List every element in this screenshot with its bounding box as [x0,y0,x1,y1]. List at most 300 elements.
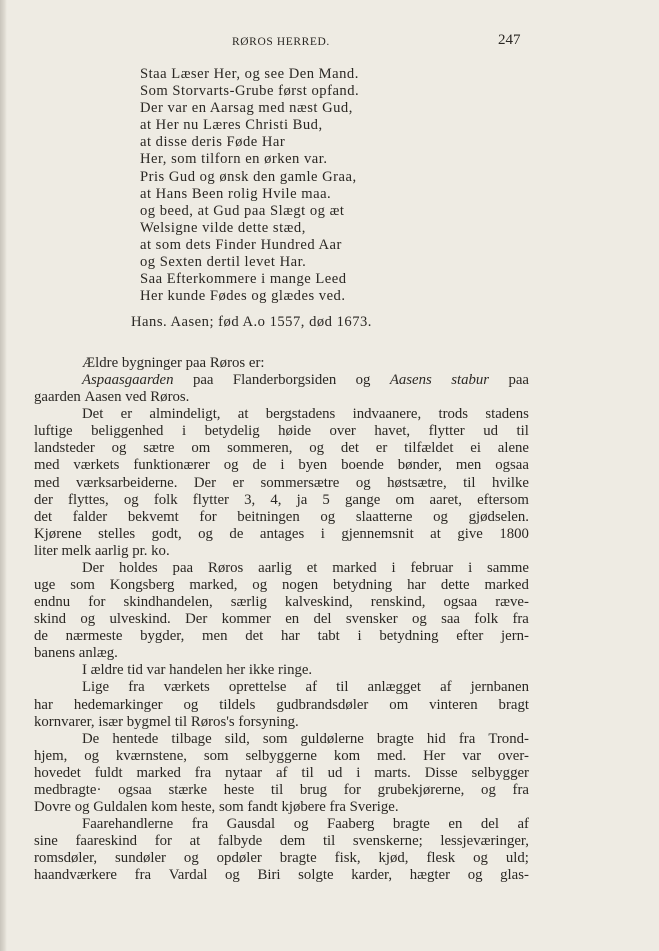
word: det [34,508,53,525]
word: Trond- [488,730,529,747]
text-line [34,833,529,850]
word: og [467,867,483,884]
text-line [34,594,529,611]
word: vinteren [429,696,478,713]
word: 4, [270,491,282,508]
word: Lige [82,679,110,696]
word: falbyde [217,833,263,850]
word: almindeligt, [149,406,221,423]
word: er: [248,355,265,371]
word: betydning [333,577,393,594]
word: værksarbeiderne. [75,474,178,491]
word: paa [508,372,529,389]
text-line [34,679,529,696]
word: kjød, [378,850,409,867]
word: tabt [317,628,340,645]
word: Disse [424,764,458,781]
word: aaret, [429,491,462,508]
word: fandt [247,799,282,816]
word: og [411,611,427,628]
word: her [226,662,249,679]
word: Kongsberg [109,577,175,594]
body-text [34,355,529,884]
word: landsteder [34,440,95,457]
word: falder [72,508,108,525]
word: Faaberg [327,816,375,833]
word: bergstadens [265,406,336,423]
word: jernbanen [470,679,529,696]
word: skind [34,611,67,628]
word: gange [344,491,381,508]
page-number: 247 [498,32,521,48]
word: ei [470,440,481,457]
word: for [154,833,172,850]
word: bragt [498,696,529,713]
word: gjødselen. [468,508,529,525]
word: til [301,764,314,781]
word: og [355,372,371,389]
text-line [34,423,529,440]
text-line [34,560,529,577]
word: oprettelse [228,679,287,696]
word: gaarden [34,389,85,406]
word: har [280,628,300,645]
text-line [34,372,529,389]
word: hægter [409,867,451,884]
word: de [229,525,244,542]
word: bragte [279,850,317,867]
word: gudbrandsdøler [276,696,369,713]
word: og [433,508,448,525]
word: give [457,525,483,542]
word: til [516,423,529,440]
word: var [462,747,482,764]
word: del [313,611,332,628]
word: heste [223,781,255,798]
word: fuldt [94,764,123,781]
text-line [34,748,529,765]
word: ud [483,423,499,440]
word: et [306,559,318,576]
word: folk [153,491,178,508]
word: men [202,628,228,645]
word: de [252,457,267,474]
word: sild, [224,730,250,747]
word: uge [34,577,56,594]
word: antages [259,525,305,542]
word: stadens [485,406,529,423]
word: lessjeværinger, [440,833,529,850]
word: og [252,577,268,594]
word: marked [332,559,377,576]
word: kom [151,799,182,816]
word: til [322,833,336,850]
word: renskind, [370,594,426,611]
word: til [336,679,349,696]
word: ogsaa [118,781,152,798]
word: hentede [112,730,159,747]
word: heste, [181,799,219,816]
word: har [34,696,53,713]
text-line [34,389,529,406]
word: melk [61,542,95,559]
word: og [355,474,371,491]
text-line [34,611,529,628]
text-line [34,457,529,474]
word: funktionærer [133,457,210,474]
text-line [34,714,529,731]
word: Flanderborgsiden [232,372,337,389]
word: de [34,628,48,645]
word: Røros's [190,713,239,730]
word: trods [438,406,469,423]
word: hovedet [34,764,81,781]
word: slaatterne [355,508,413,525]
word: bygder, [140,628,185,645]
word: efter [456,628,484,645]
poem-line: og Sexten dertil levet Har. [140,254,307,271]
word: i [391,559,396,576]
text-line [34,850,529,867]
word: 5 [322,491,330,508]
word: hvilke [491,474,529,491]
word: og [293,816,309,833]
word: sommersætre [260,474,340,491]
word: for [88,594,106,611]
word: fra [194,764,212,781]
word: hjem, [34,747,68,764]
word: brug [299,781,328,798]
word: kommer [221,611,271,628]
word: faareskind [75,833,138,850]
word: grubekjørerne, [377,781,465,798]
word: Her [423,747,446,764]
word: sine [34,833,58,850]
word: Biri [257,867,281,884]
word: godt, [151,525,182,542]
word: kværnstene, [115,747,187,764]
poem-line: Her kunde Fødes og glædes ved. [140,288,346,305]
poem-line: at disse deris Føde Har [140,134,286,151]
word: banens [34,645,79,662]
word: var [146,662,170,679]
word: anlægget [367,679,421,696]
word: flytter [428,423,465,440]
word: ældre [90,662,128,679]
word: og [74,799,94,816]
word: Sverige. [349,799,399,816]
word: paa [192,372,214,389]
poem-line: Saa Efterkommere i mange Leed [140,271,347,288]
word: hedemarkinger [73,696,163,713]
word: beitningen [237,508,300,525]
word: af [440,679,452,696]
word: Vardal [168,867,208,884]
text-line [34,526,529,543]
word: marked [484,577,529,594]
word: høstsætre, [387,474,447,491]
word: haandværkere [34,867,117,884]
word: sætre [143,440,175,457]
word: stelles [98,525,136,542]
word: Der [185,611,208,628]
word: ogsaa [443,594,478,611]
word: fra [512,611,529,628]
word: bygninger [121,355,186,371]
word: som [218,799,248,816]
word: ko. [151,542,170,559]
word: beliggenhed [91,423,164,440]
word: og [123,491,139,508]
poem-line: Welsigne vilde dette stæd, [140,219,306,236]
word: er [232,474,245,491]
word: og [84,747,99,764]
word: fra [458,730,476,747]
word: solgte [298,867,334,884]
word: ved [125,389,151,406]
text-line [34,645,529,662]
word: februar [410,559,454,576]
word: skindhandelen, [123,594,213,611]
word: i [320,525,325,542]
word: i [181,423,187,440]
word: og [198,525,213,542]
poem-line: Pris Gud og ønsk den gamle Graa, [140,168,357,185]
word: bragte [376,730,414,747]
word: 1800 [499,525,529,542]
word: Der [82,559,105,576]
word: 3, [244,491,256,508]
word: Kjørene [34,525,82,542]
word: Gausdal [226,816,276,833]
word: del [480,816,499,833]
word: det [245,628,264,645]
poem-line: Staa Læser Her, og see Den Mand. [140,66,359,82]
poem-attribution: Hans. Aasen; fød A.o 1557, død 1673. [131,314,372,330]
word: med [34,457,60,474]
word: fra [512,781,529,798]
word: kornvarer, [34,713,99,730]
word: en [448,816,463,833]
word: med [34,474,60,491]
word: i [468,559,473,576]
word: Faarehandlerne [82,816,174,833]
word: i [356,764,361,781]
text-line [34,731,529,748]
text-line [34,475,529,492]
word: i [280,457,285,474]
text-line [34,628,529,645]
word: værkets [163,679,210,696]
word: flesk [426,850,456,867]
word: af [305,679,317,696]
word: om [389,696,409,713]
poem-line: Her, som tilforn en ørken var. [140,151,328,168]
text-line [34,697,529,714]
word: og [473,850,488,867]
word: holdes [119,559,158,576]
poem-line: at Hans Been rolig Hvile maa. [140,185,332,202]
word: handelen [169,662,227,679]
word: og [111,440,127,457]
text-line [34,782,529,799]
word: for [343,781,361,798]
word: fisk, [334,850,361,867]
word: det [340,440,359,457]
word: er [120,406,133,423]
word: er [375,440,388,457]
word: at [189,833,201,850]
word: Aasen [84,389,126,406]
word: stærke [168,781,208,798]
epitaph-poem [140,66,359,305]
word: særlig [230,594,267,611]
poem-line: at som dets Finder Hundred Aar [140,236,342,253]
poem-line: at Her nu Læres Christi Bud, [140,117,323,134]
word: tid [127,662,147,679]
word: i [357,628,362,645]
word: og [80,611,96,628]
word: bygmel [126,713,175,730]
word: paa [185,355,210,371]
word: til [463,474,476,491]
italic-word: stabur [451,372,490,389]
text-line [34,816,529,833]
word: Røros [209,355,249,371]
word: karder, [351,867,393,884]
word: sommeren, [227,440,293,457]
text-line [34,543,529,560]
word: selbyggerne [245,747,317,764]
word: liter [34,542,62,559]
running-head: RØROS HERRED. [232,36,330,48]
text-line [34,662,529,679]
word: betydning [379,628,439,645]
word: svenskerne; [352,833,423,850]
text-line [34,406,529,423]
text-line [34,509,529,526]
word: saa [441,611,460,628]
word: Røros. [150,389,190,406]
word: ud [327,764,343,781]
word: alene [497,440,529,457]
word: ringe. [278,662,313,679]
word: og [481,781,496,798]
word: boende [341,457,384,474]
word: som [262,730,288,747]
word: af [275,764,288,781]
word: ulveskind. [109,611,171,628]
word: som [203,747,229,764]
word: om [395,491,415,508]
word: marts. [374,764,411,781]
word: tilbage [171,730,212,747]
word: bønder, [397,457,442,474]
word: nytaar [225,764,263,781]
text-line [34,355,529,372]
word: ræve- [495,594,529,611]
word: ogsaa [495,457,529,474]
word: Der [193,474,217,491]
word: og [183,696,199,713]
word: dette [440,577,470,594]
word: Det [82,406,104,423]
word: pr. [132,542,152,559]
word: anlæg. [78,645,118,662]
word: gjennemsnit [341,525,414,542]
poem-line: og beed, at Gud paa Slægt og æt [140,202,345,219]
word: for [199,508,217,525]
word: dem [279,833,306,850]
text-line [34,440,529,457]
word: guldølerne [300,730,364,747]
word: flytter [192,491,229,508]
word: forsyning. [238,713,299,730]
word: fra [134,867,152,884]
word: om [191,440,211,457]
word: og [225,867,240,884]
word: fra [191,816,209,833]
text-line [34,765,529,782]
text-line [34,799,529,816]
word: at [430,525,441,542]
word: kalveskind, [284,594,353,611]
word: med. [377,747,407,764]
word: især [98,713,127,730]
word: over- [497,747,529,764]
italic-word: Aspaasgaarden [82,372,174,389]
word: af [517,816,529,833]
word: romsdøler, [34,850,98,867]
word: nærmeste [65,628,123,645]
word: eftersom [477,491,529,508]
word: De [82,730,100,747]
word: betydelig [204,423,260,440]
word: at [237,406,249,423]
word: værkets [73,457,120,474]
word: ja [296,491,308,508]
word: sundøler [115,850,166,867]
word: der [34,491,53,508]
text-line [34,577,529,594]
word: til [174,713,191,730]
word: nogen [281,577,319,594]
word: Guldalen [93,799,152,816]
word: tildels [219,696,256,713]
word: uld; [505,850,529,867]
word: byen [298,457,328,474]
word: og [183,850,199,867]
text-line [34,492,529,509]
word: svensker [345,611,398,628]
word: medbragte· [34,781,102,798]
word: indvaanere, [352,406,422,423]
word: luftige [34,423,73,440]
word: bekvemt [127,508,179,525]
word: har [407,577,426,594]
word: kjøbere [281,799,330,816]
word: I [82,662,91,679]
poem-line: Der var en Aarsag med næst Gud, [140,100,353,117]
word: og [309,440,325,457]
word: en [285,611,300,628]
word: fra [128,679,145,696]
word: hid [426,730,446,747]
word: marked, [189,577,238,594]
text-line [34,867,529,884]
word: opdøler [216,850,262,867]
word: til [270,781,284,798]
